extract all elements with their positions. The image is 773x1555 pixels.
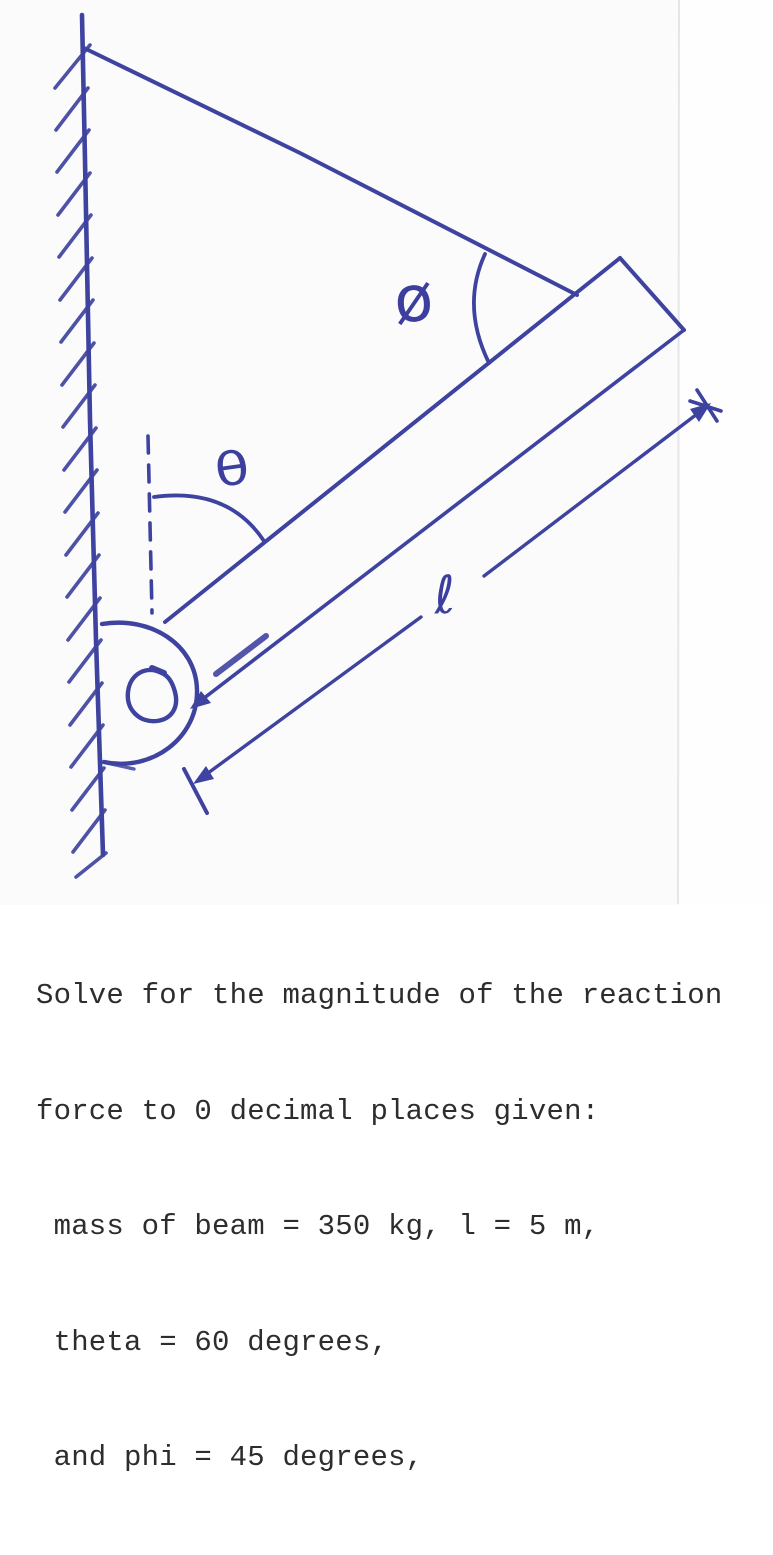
pin-outer-arc: [102, 623, 197, 764]
problem-line-4: theta = 60 degrees,: [36, 1325, 389, 1359]
problem-line-3: mass of beam = 350 kg, l = 5 m,: [36, 1210, 600, 1243]
problem-line-1: Solve for the magnitude of the reaction: [36, 979, 723, 1012]
problem-line-2: force to 0 decimal places given:: [36, 1094, 600, 1128]
beam-end-face: [620, 258, 684, 330]
theta-angle-arc: [154, 495, 264, 541]
beam-top-edge: [165, 258, 620, 627]
theta-label: θ: [211, 439, 253, 499]
vertical-dashed-reference-line: [148, 436, 152, 613]
problem-line-5: and phi = 45 degrees,: [36, 1441, 424, 1474]
paper-edge-line: [678, 0, 679, 903]
wall: [55, 15, 106, 877]
beam-bottom-edge: [199, 330, 684, 702]
cable-line: [84, 48, 577, 295]
dimension-upper-segment: [484, 411, 701, 576]
pin-inner-circle: [128, 670, 176, 721]
problem-statement: [36, 900, 766, 1555]
dimension-lower-segment: [204, 617, 421, 776]
dimension-lower-arrowhead-icon: [193, 766, 214, 784]
phi-angle-arc: [474, 254, 489, 363]
pin-support: [102, 623, 197, 769]
length-label: ℓ: [432, 565, 458, 627]
phi-label: ø: [390, 261, 437, 339]
